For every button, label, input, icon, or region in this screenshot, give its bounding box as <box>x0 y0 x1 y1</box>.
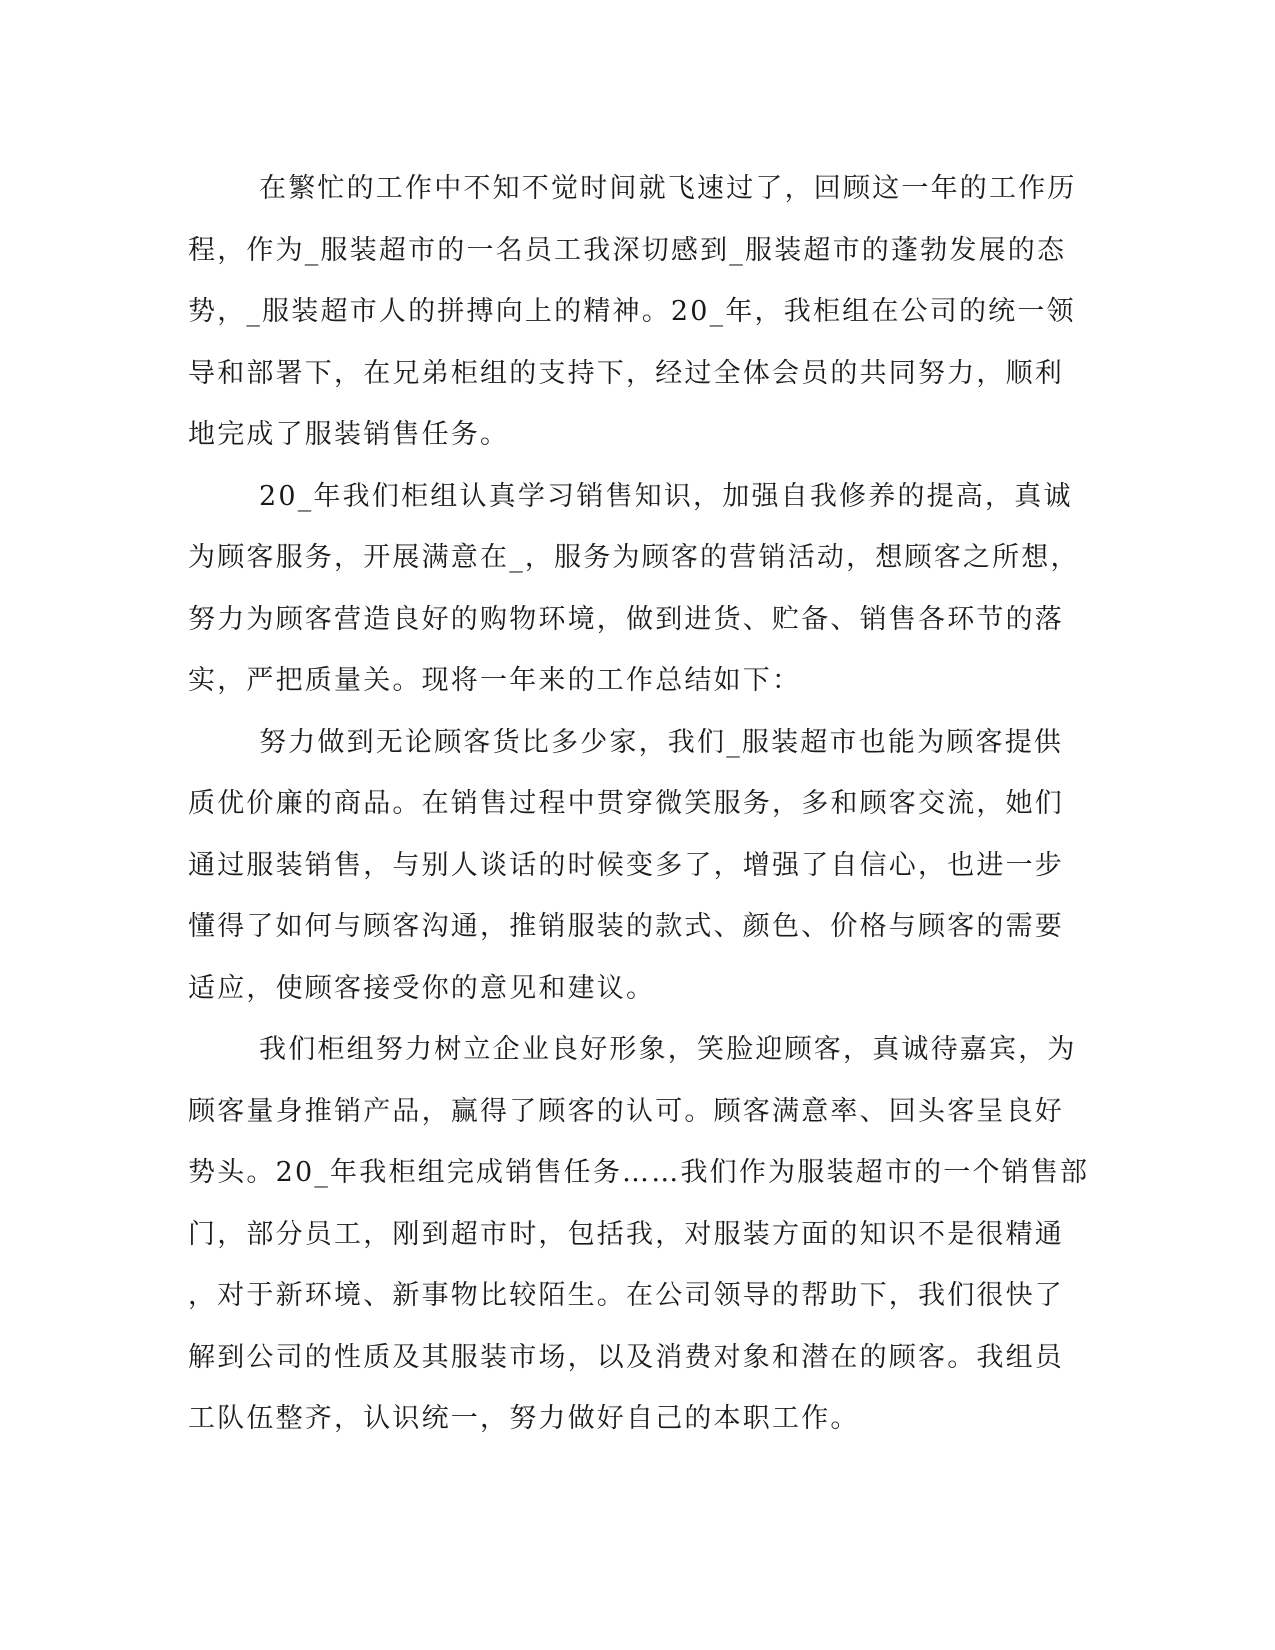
text-line: ，对于新环境、新事物比较陌生。在公司领导的帮助下，我们很快了 <box>188 1280 1064 1311</box>
text-line: 质优价廉的商品。在销售过程中贯穿微笑服务，多和顾客交流，她们 <box>188 788 1064 819</box>
text-line: 在繁忙的工作中不知不觉时间就飞速过了，回顾这一年的工作历 <box>259 173 1077 204</box>
text-line: 20_年我们柜组认真学习销售知识，加强自我修养的提高，真诚 <box>259 480 1073 512</box>
text-line: 努力为顾客营造良好的购物环境，做到进货、贮备、销售各环节的落 <box>188 603 1064 635</box>
text-line: 顾客量身推销产品，赢得了顾客的认可。顾客满意率、回头客呈良好 <box>188 1095 1064 1127</box>
text-line: 势头。20_年我柜组完成销售任务……我们作为服装超市的一个销售部 <box>188 1157 1090 1188</box>
text-line: 工队伍整齐，认识统一，努力做好自己的本职工作。 <box>188 1403 860 1434</box>
text-line: 努力做到无论顾客货比多少家，我们_服装超市也能为顾客提供 <box>259 726 1064 758</box>
paragraph-2 <box>188 466 1080 712</box>
text-line: 为顾客服务，开展满意在_，服务为顾客的营销活动，想顾客之所想， <box>188 542 1080 573</box>
text-line: 通过服装销售，与别人谈话的时候变多了，增强了自信心，也进一步 <box>188 849 1064 881</box>
text-line: 懂得了如何与顾客沟通，推销服装的款式、颜色、价格与顾客的需要 <box>188 911 1064 942</box>
text-line: 实，严把质量关。现将一年来的工作总结如下： <box>188 665 802 696</box>
paragraph-3 <box>188 712 1068 1020</box>
text-line: 地完成了服装销售任务。 <box>188 419 510 450</box>
text-line: 势，_服装超市人的拼搏向上的精神。20_年，我柜组在公司的统一领 <box>188 296 1076 327</box>
text-line: 适应，使顾客接受你的意见和建议。 <box>188 972 656 1004</box>
text-line: 程，作为_服装超市的一名员工我深切感到_服装超市的蓬勃发展的态 <box>188 234 1067 266</box>
document-body <box>188 158 1090 1450</box>
paragraph-1 <box>188 158 1077 466</box>
text-line: 解到公司的性质及其服装市场，以及消费对象和潜在的顾客。我组员 <box>188 1341 1064 1373</box>
text-line: 门，部分员工，刚到超市时，包括我，对服装方面的知识不是很精通 <box>188 1218 1064 1250</box>
text-line: 导和部署下，在兄弟柜组的支持下，经过全体会员的共同努力，顺利 <box>188 357 1064 389</box>
paragraph-4 <box>188 1019 1090 1450</box>
text-line: 我们柜组努力树立企业良好形象，笑脸迎顾客，真诚待嘉宾，为 <box>259 1034 1077 1065</box>
